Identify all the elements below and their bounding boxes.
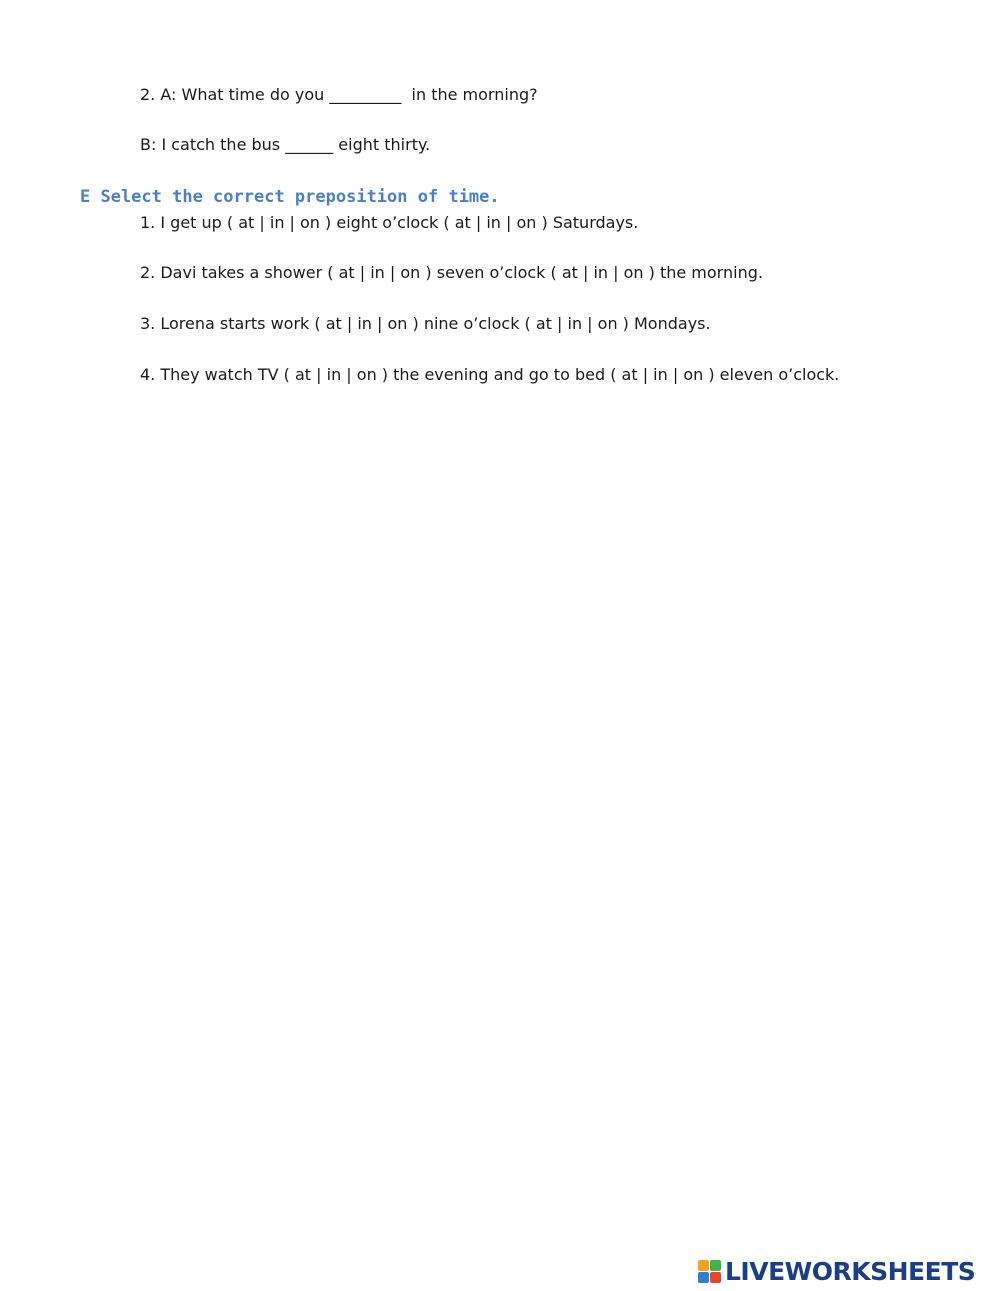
logo-text: LIVEWORKSHEETS [725,1256,976,1286]
question-e3: 3. Lorena starts work ( at | in | on ) nine o’clock ( at | in | on ) Mondays. [140,314,711,333]
logo-tile-4 [710,1272,721,1283]
logo-tile-2 [710,1260,721,1271]
question-d2-b: B: I catch the bus ______ eight thirty. [140,135,431,154]
section-e-heading: E Select the correct preposition of time. [80,187,500,207]
question-e4: 4. They watch TV ( at | in | on ) the evening and go to bed ( at | in | on ) eleven o’clock. [140,365,840,384]
question-d2-a: 2. A: What time do you _________ in the morning? [140,85,538,104]
question-e1: 1. I get up ( at | in | on ) eight o’clock ( at | in | on ) Saturdays. [140,213,639,232]
liveworksheets-logo [698,1256,975,1286]
logo-tile-1 [698,1260,709,1271]
question-e2: 2. Davi takes a shower ( at | in | on ) seven o’clock ( at | in | on ) the morning. [140,263,763,282]
logo-mark-icon [698,1260,721,1283]
logo-tile-3 [698,1272,709,1283]
